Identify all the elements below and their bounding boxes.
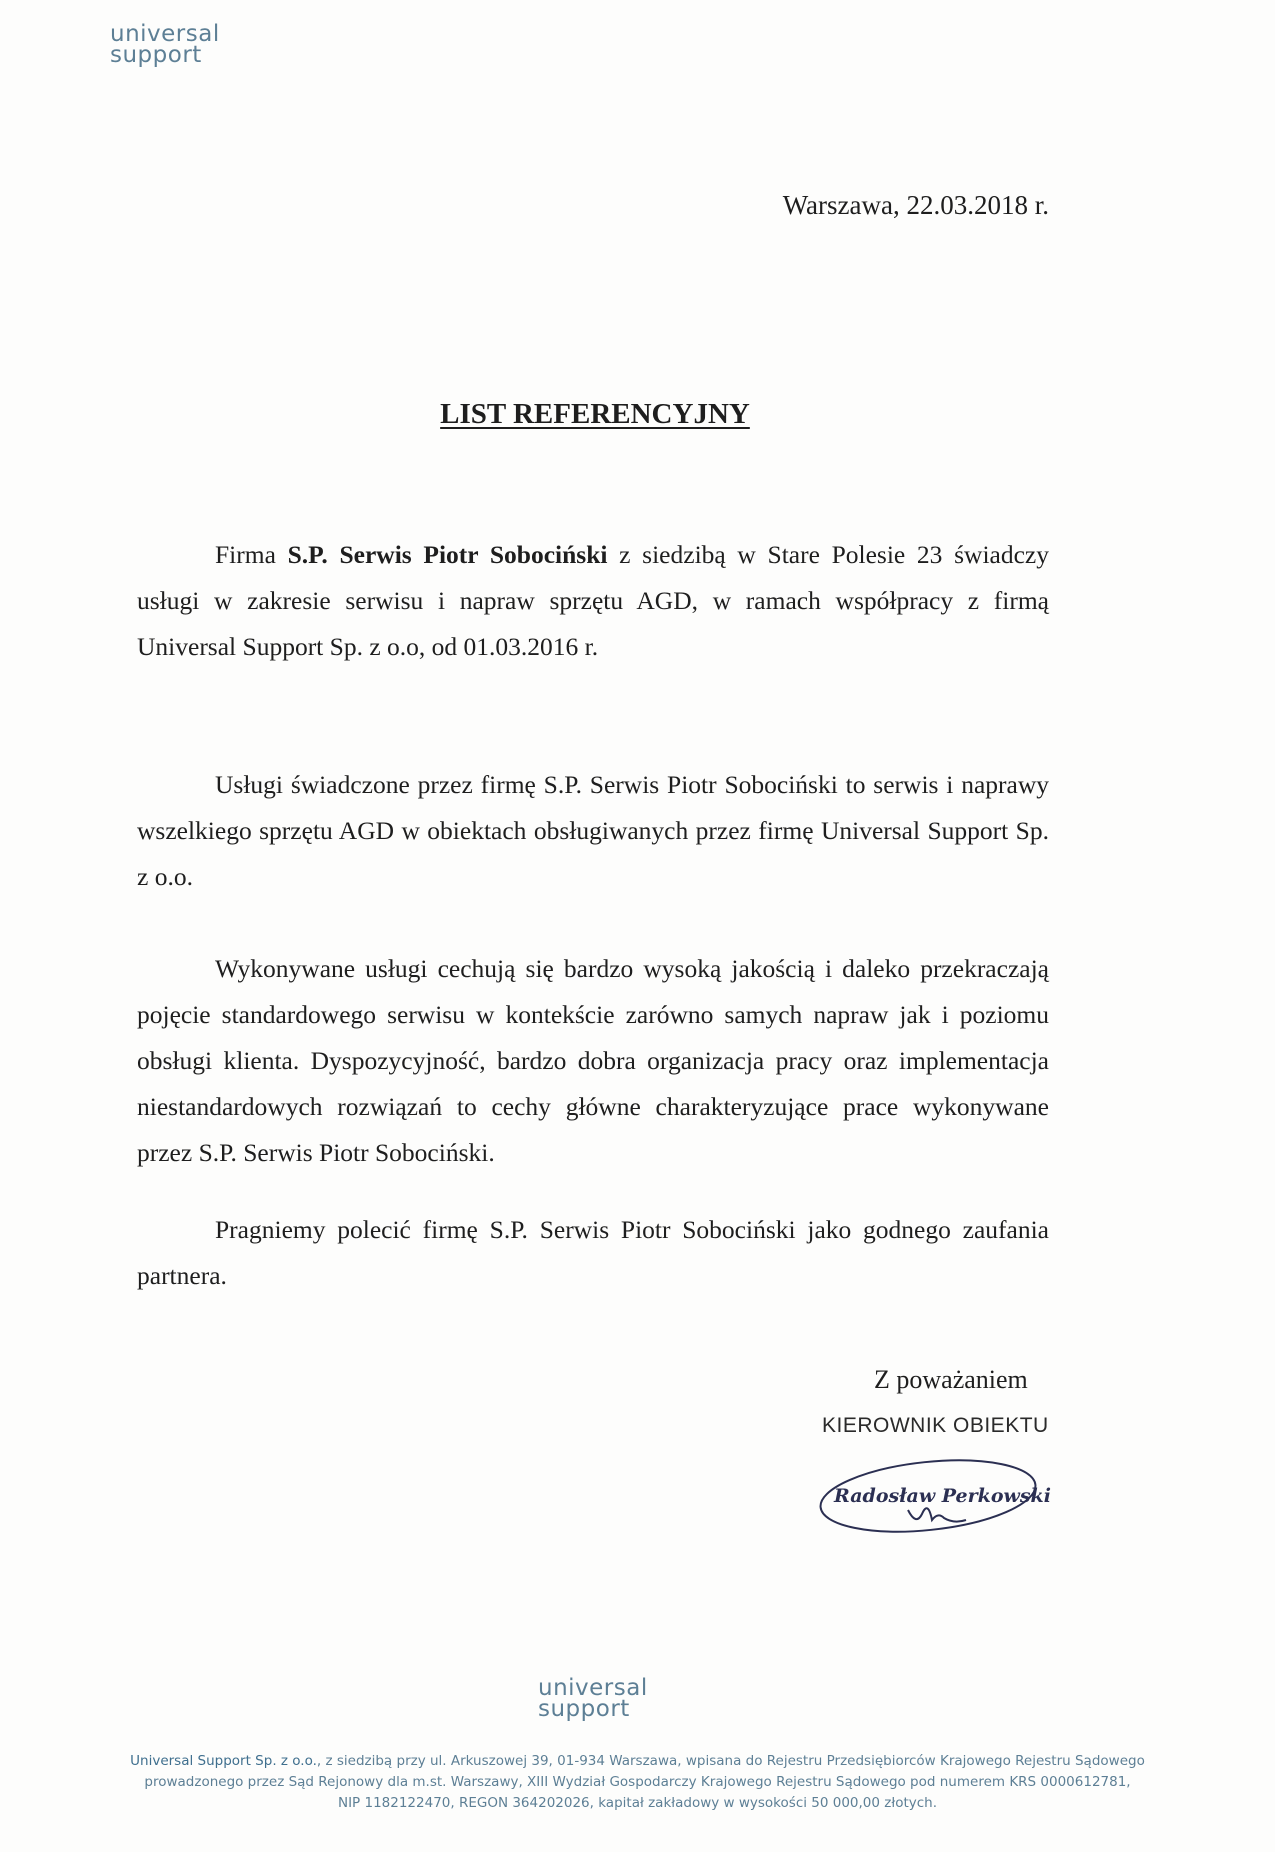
paragraph-1-start: Firma [215, 540, 288, 569]
signature-name: Radosław Perkowski [834, 1485, 1051, 1507]
letter-title: LIST REFERENCYJNY [440, 398, 750, 430]
footer-logo-line-universal: universal [538, 1675, 648, 1701]
company-logo-footer [538, 1675, 648, 1723]
footer-line-1-rest: , z siedzibą przy ul. Arkuszowej 39, 01-934 Warszawa, wpisana do Rejestru Przedsiębiorców Krajowego Rejestru Sądowego [316, 1753, 1145, 1769]
footer-line-3: NIP 1182122470, REGON 364202026, kapitał zakładowy w wysokości 50 000,00 złotych. [337, 1795, 938, 1811]
paragraph-4 [137, 1207, 1049, 1299]
paragraph-2 [137, 762, 1049, 900]
signer-role: KIEROWNIK OBIEKTU [822, 1414, 1049, 1437]
paragraph-1 [137, 532, 1049, 670]
paragraph-4-text: Pragniemy polecić firmę S.P. Serwis Piotr Sobociński jako godnego zaufania partnera. [137, 1215, 1049, 1290]
footer-line-1 [40, 1751, 1235, 1772]
closing-greeting: Z poważaniem [874, 1365, 1028, 1394]
signature-scribble [908, 1508, 966, 1521]
paragraph-1-company: S.P. Serwis Piotr Sobociński [287, 540, 608, 569]
footer-line-2: prowadzonego przez Sąd Rejonowy dla m.st. Warszawy, XIII Wydział Gospodarczy Krajowego Rejestru Sądowego pod numerem KRS 0000612781, [144, 1774, 1131, 1790]
company-logo-header [110, 21, 220, 69]
letter-date: Warszawa, 22.03.2018 r. [782, 190, 1049, 220]
company-footer [40, 1751, 1235, 1814]
paragraph-2-text: Usługi świadczone przez firmę S.P. Serwis Piotr Sobociński to serwis i naprawy wszelkiego sprzętu AGD w obiektach obsługiwanych przez firmę Universal Support Sp. z o.o. [137, 770, 1049, 891]
paragraph-3 [137, 946, 1049, 1176]
logo-line-universal: universal [110, 21, 220, 47]
paragraph-1-rest: z siedzibą w Stare Polesie 23 świadczy usługi w zakresie serwisu i napraw sprzętu AGD, w ramach współpracy z firmą Universal Support Sp. z o.o, od 01.03.2016 r. [137, 540, 1050, 661]
footer-logo-line-support: support [538, 1696, 630, 1723]
footer-company-name: Universal Support Sp. z o.o. [130, 1753, 317, 1769]
paragraph-3-text: Wykonywane usługi cechują się bardzo wysoką jakością i daleko przekraczają pojęcie standardowego serwisu w kontekście zarówno samych napraw jak i poziomu obsługi klienta. Dyspozycyjność, bardzo dobra organizacja pracy oraz implementacja niestandardowych rozwiązań to cechy główne charakteryzujące prace wykonywane przez S.P. Serwis Piotr Sobociński. [137, 954, 1049, 1167]
logo-line-support: support [110, 42, 202, 69]
